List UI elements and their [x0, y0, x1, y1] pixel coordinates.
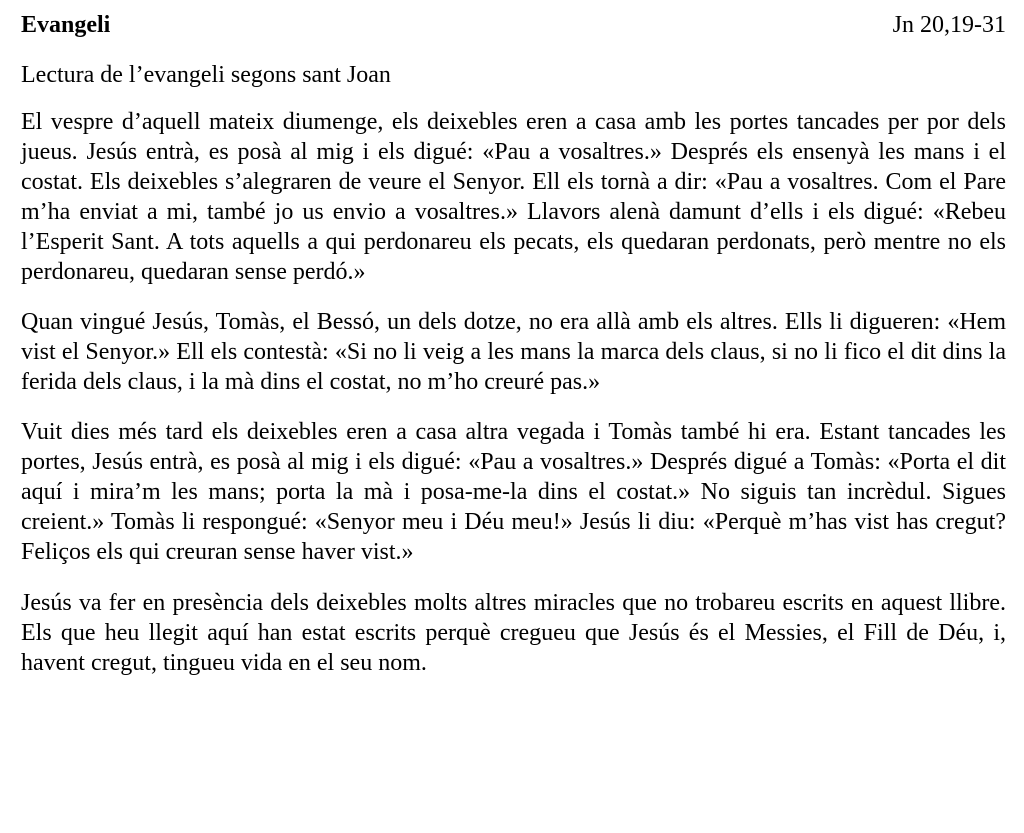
- gospel-paragraph-2: Quan vingué Jesús, Tomàs, el Bessó, un dels dotze, no era allà amb els altres. Ells li digueren: «Hem vist el Senyor.» Ell els contestà: «Si no li veig a les mans la marca dels claus, si no li fico el dit dins la ferida dels claus, i la mà dins el costat, no m’ho creuré pas.»: [21, 309, 1006, 395]
- gospel-paragraph-1: El vespre d’aquell mateix diumenge, els deixebles eren a casa amb les portes tancades per por dels jueus. Jesús entrà, es posà al mig i els digué: «Pau a vosaltres.» Després els ensenyà les mans i el costat. Els deixebles s’alegraren de veure el Senyor. Ell els tornà a dir: «Pau a vosaltres. Com el Pare m’ha enviat a mi, també jo us envio a vosaltres.» Llavors alenà damunt d’ells i els digué: «Rebeu l’Esperit Sant. A tots aquells a qui perdonareu els pecats, els quedaran perdonats, però mentre no els perdonareu, quedaran sense perdó.»: [21, 109, 1006, 285]
- reading-title: Evangeli: [21, 12, 111, 38]
- scripture-reference: Jn 20,19-31: [892, 12, 1006, 38]
- gospel-paragraph-3: Vuit dies més tard els deixebles eren a casa altra vegada i Tomàs també hi era. Estant tancades les portes, Jesús entrà, es posà al mig i els digué: «Pau a vosaltres.» Després digué a Tomàs: «Porta el dit aquí i mira’m les mans; porta la mà i posa-me-la dins el costat.» No siguis tan incrèdul. Sigues creient.» Tomàs li respongué: «Senyor meu i Déu meu!» Jesús li diu: «Perquè m’has vist has cregut? Feliços els qui creuran sense haver vist.»: [21, 419, 1006, 565]
- reading-header: [21, 10, 1006, 40]
- gospel-paragraph-4: Jesús va fer en presència dels deixebles molts altres miracles que no trobareu escrits en aquest llibre. Els que heu llegit aquí han estat escrits perquè cregueu que Jesús és el Messies, el Fill de Déu, i, havent cregut, tingueu vida en el seu nom.: [21, 590, 1006, 676]
- document-page: [21, 10, 1006, 678]
- reading-subtitle: Lectura de l’evangeli segons sant Joan: [21, 62, 391, 88]
